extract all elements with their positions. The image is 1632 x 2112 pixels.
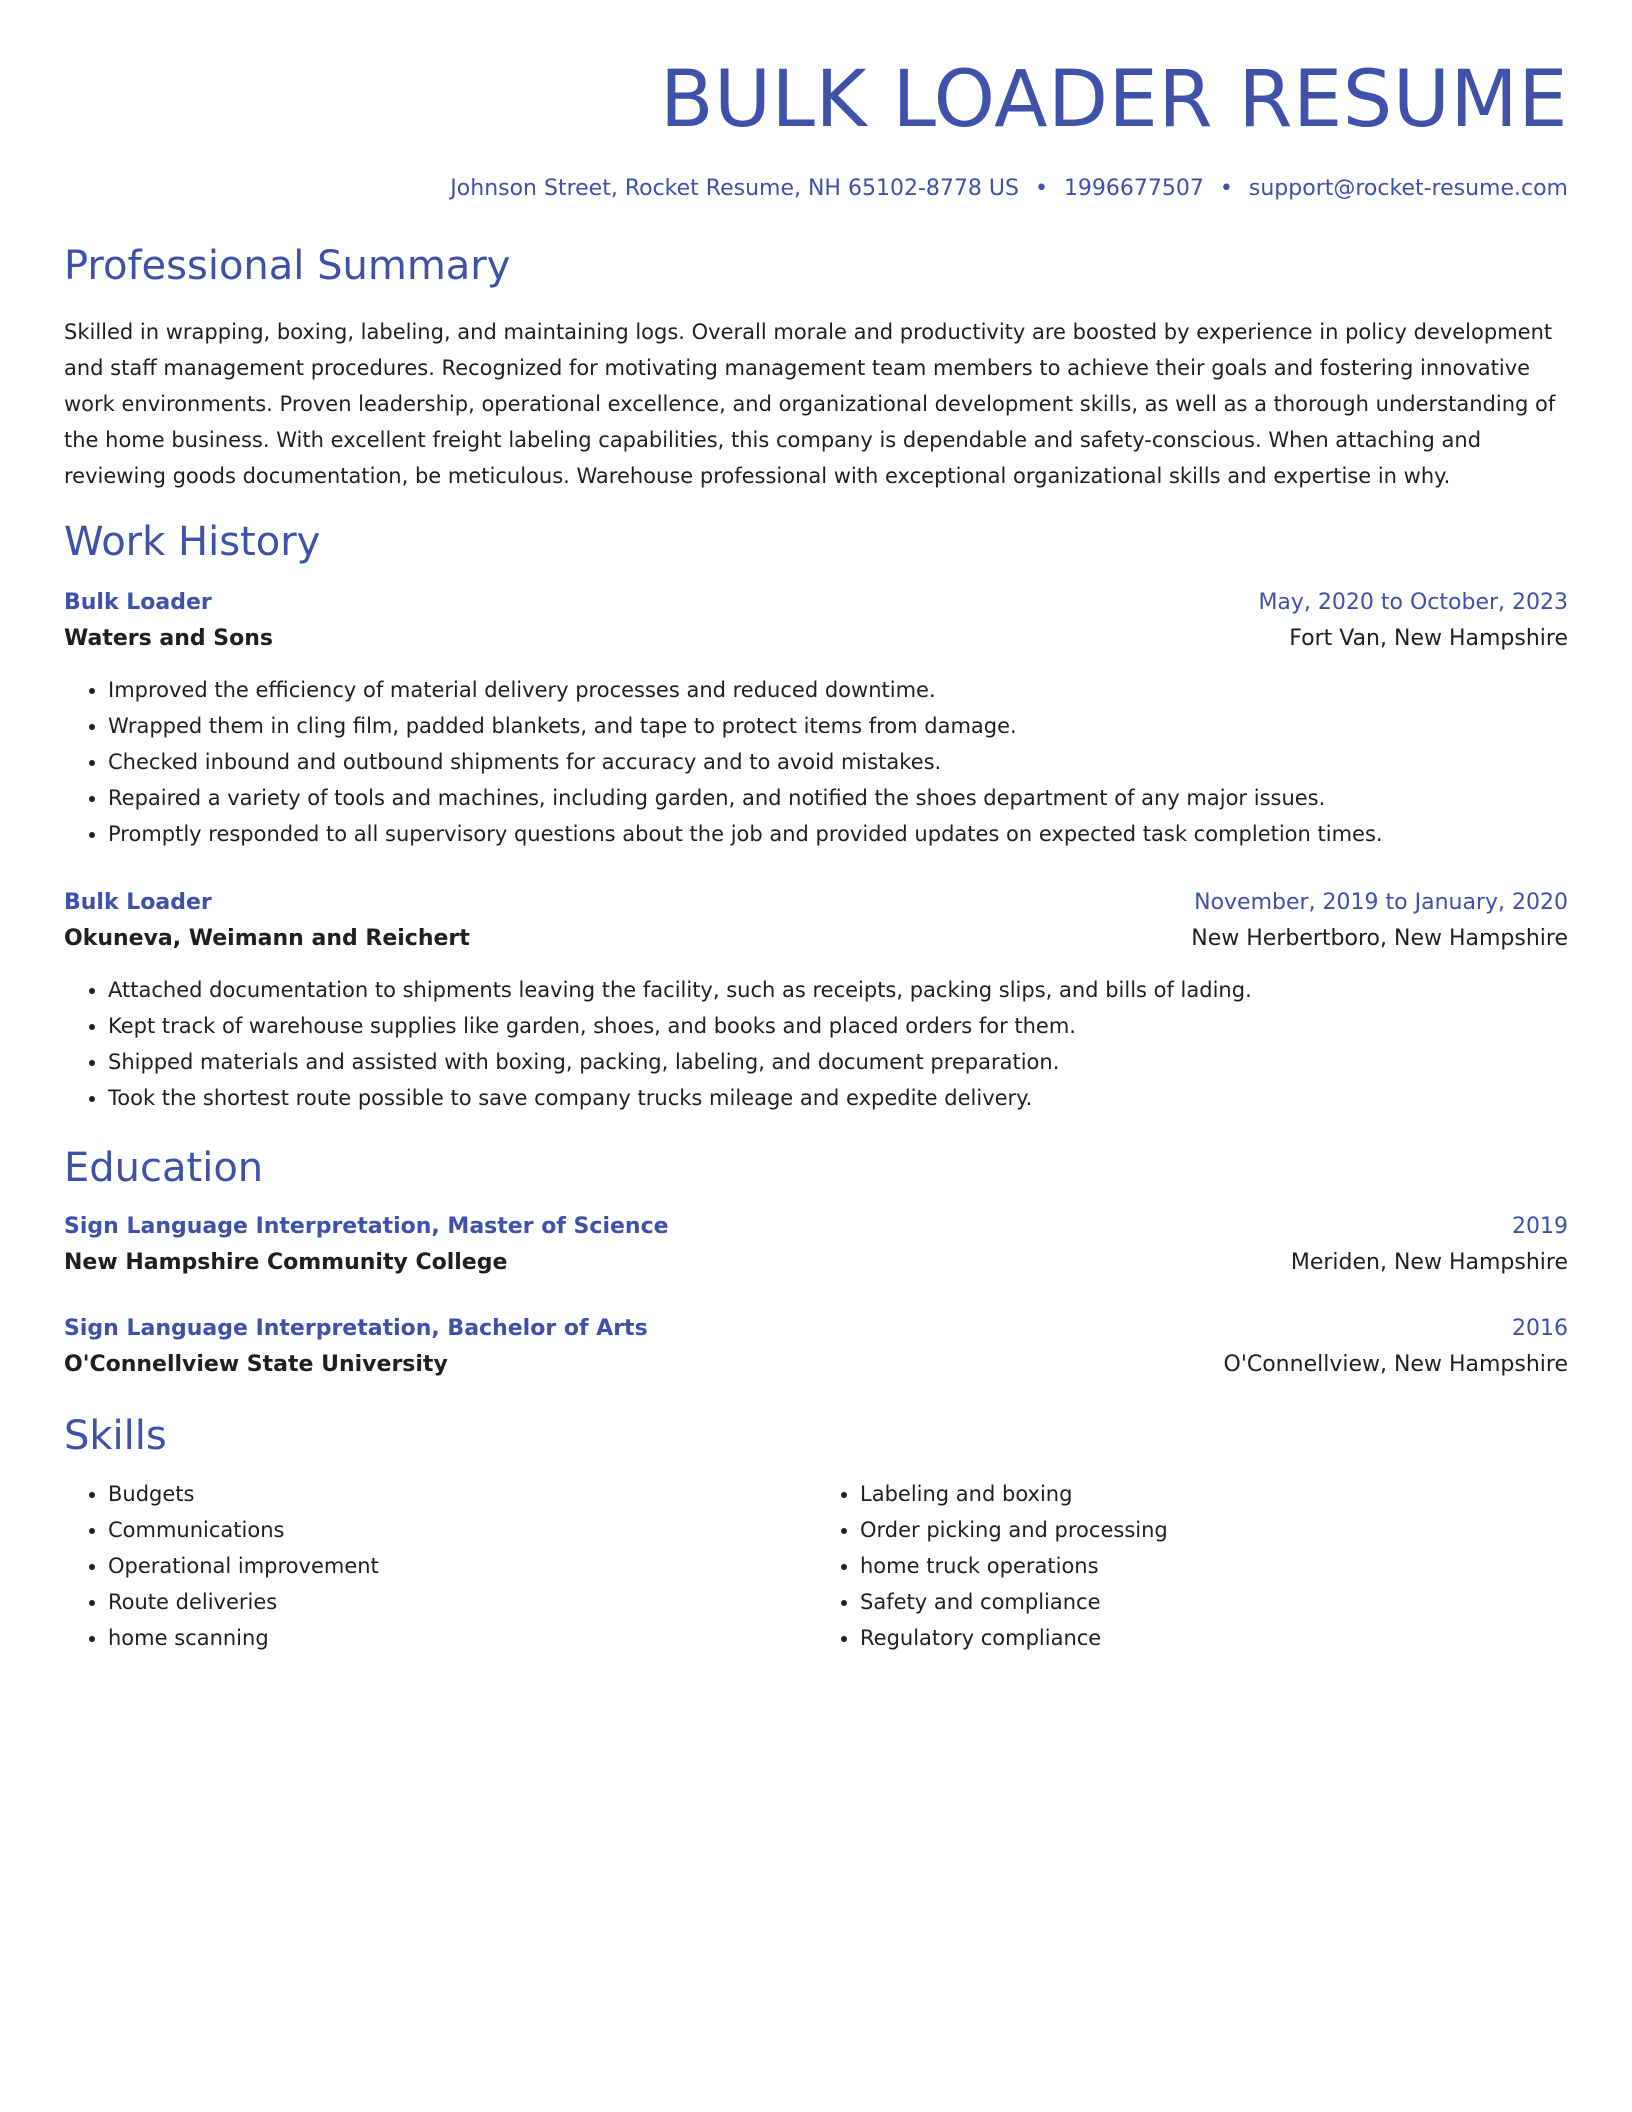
education-school: O'Connellview State University — [64, 1352, 448, 1377]
section-title-education: Education — [64, 1145, 264, 1191]
job-entry — [64, 886, 1568, 1116]
job-location: New Herbertboro, New Hampshire — [1191, 926, 1568, 951]
skill-item: • Communications — [108, 1512, 816, 1548]
list-item: • Wrapped them in cling film, padded blankets, and tape to protect items from damage. — [108, 708, 1568, 744]
candidate-name: BULK LOADER RESUME — [659, 55, 1568, 145]
skills-list — [64, 1476, 1568, 1656]
job-role: Bulk Loader — [64, 890, 212, 915]
education-location: Meriden, New Hampshire — [1290, 1250, 1568, 1275]
education-subheader — [64, 1244, 1568, 1282]
job-dates: May, 2020 to October, 2023 — [1258, 590, 1568, 615]
skill-item: • Regulatory compliance — [860, 1620, 1568, 1656]
skill-item: • Budgets — [108, 1476, 816, 1512]
education-year: 2016 — [1512, 1316, 1568, 1341]
skill-item: • Labeling and boxing — [860, 1476, 1568, 1512]
education-header — [64, 1210, 1568, 1244]
list-item: • Took the shortest route possible to save company trucks mileage and expedite delivery. — [108, 1080, 1568, 1116]
job-role: Bulk Loader — [64, 590, 212, 615]
education-entry — [64, 1312, 1568, 1384]
job-subheader — [64, 920, 1568, 958]
resume-header — [64, 0, 1568, 204]
education-year: 2019 — [1512, 1214, 1568, 1239]
job-entry — [64, 586, 1568, 852]
education-header — [64, 1312, 1568, 1346]
list-item: • Repaired a variety of tools and machines, including garden, and notified the shoes department of any major issues. — [108, 780, 1568, 816]
education-subheader — [64, 1346, 1568, 1384]
contact-phone: 1996677507 — [1063, 176, 1204, 201]
section-title-skills: Skills — [64, 1413, 167, 1459]
list-item: • Shipped materials and assisted with boxing, packing, labeling, and document preparation. — [108, 1044, 1568, 1080]
job-bullets — [64, 672, 1568, 852]
contact-address: Johnson Street, Rocket Resume, NH 65102-8778 US — [450, 176, 1019, 201]
job-company: Okuneva, Weimann and Reichert — [64, 926, 470, 951]
job-subheader — [64, 620, 1568, 658]
list-item: • Promptly responded to all supervisory questions about the job and provided updates on expected task completion times. — [108, 816, 1568, 852]
job-header — [64, 886, 1568, 920]
contact-email[interactable]: support@rocket-resume.com — [1248, 176, 1568, 201]
education-degree: Sign Language Interpretation, Bachelor of Arts — [64, 1316, 648, 1341]
contact-separator: • — [1034, 176, 1048, 201]
contact-separator: • — [1219, 176, 1233, 201]
section-title-summary: Professional Summary — [64, 243, 511, 289]
job-location: Fort Van, New Hampshire — [1289, 626, 1568, 651]
contact-line — [64, 174, 1568, 204]
section-title-work-history: Work History — [64, 519, 321, 565]
skills-column-left — [64, 1476, 816, 1656]
job-bullets — [64, 972, 1568, 1116]
skill-item: • Safety and compliance — [860, 1584, 1568, 1620]
skill-item: • home truck operations — [860, 1548, 1568, 1584]
education-entry — [64, 1210, 1568, 1282]
skills-column-right — [816, 1476, 1568, 1656]
job-header — [64, 586, 1568, 620]
education-school: New Hampshire Community College — [64, 1250, 508, 1275]
skill-item: • Operational improvement — [108, 1548, 816, 1584]
list-item: • Attached documentation to shipments leaving the facility, such as receipts, packing slips, and bills of lading. — [108, 972, 1568, 1008]
list-item: • Improved the efficiency of material delivery processes and reduced downtime. — [108, 672, 1568, 708]
list-item: • Kept track of warehouse supplies like garden, shoes, and books and placed orders for them. — [108, 1008, 1568, 1044]
job-dates: November, 2019 to January, 2020 — [1194, 890, 1568, 915]
job-company: Waters and Sons — [64, 626, 273, 651]
summary-text: Skilled in wrapping, boxing, labeling, and maintaining logs. Overall morale and productivity are boosted by experience in policy development and staff management procedures. Recognized for motivating management team members to achieve their goals and fostering innovative work environments. Proven leadership, operational excellence, and organizational development skills, as well as a thorough understanding of the home business. With excellent freight labeling capabilities, this company is dependable and safety-conscious. When attaching and reviewing goods documentation, be meticulous. Warehouse professional with exceptional organizational skills and expertise in why. — [64, 320, 1556, 488]
education-location: O'Connellview, New Hampshire — [1223, 1352, 1568, 1377]
list-item: • Checked inbound and outbound shipments for accuracy and to avoid mistakes. — [108, 744, 1568, 780]
skill-item: • Order picking and processing — [860, 1512, 1568, 1548]
skill-item: • Route deliveries — [108, 1584, 816, 1620]
education-degree: Sign Language Interpretation, Master of Science — [64, 1214, 669, 1239]
skill-item: • home scanning — [108, 1620, 816, 1656]
